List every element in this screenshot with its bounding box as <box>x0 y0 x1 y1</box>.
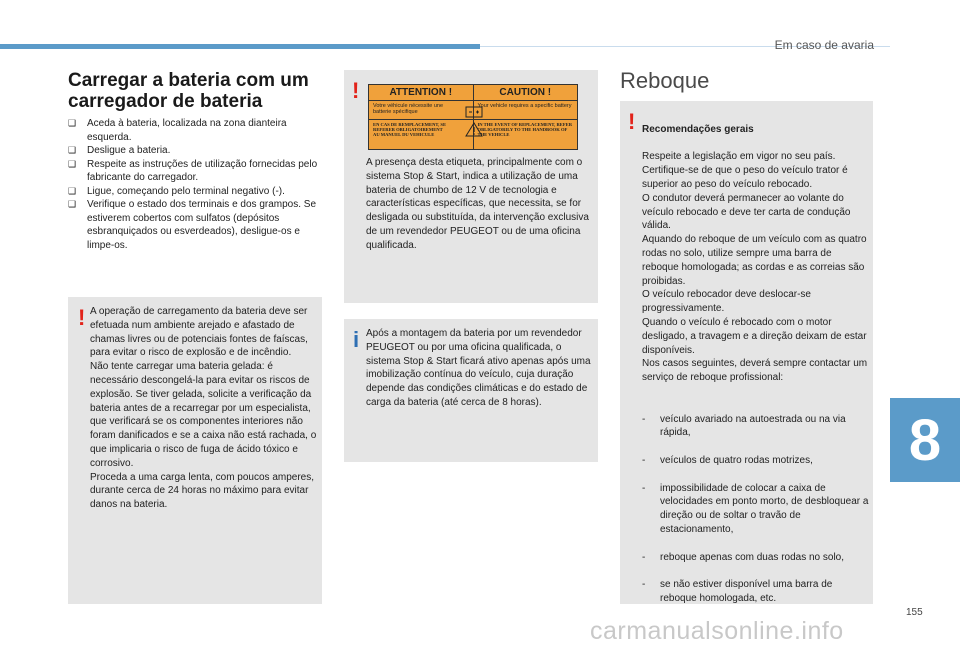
header-bar <box>0 44 480 49</box>
label-note-text: A presença desta etiqueta, principalmente com o sistema Stop & Start, indica a utilização de uma bateria de chumbo de 12 V de tecnologia e características específicas, que necessita, se for desligada ou substituída, da intervenção exclusiva de um revendedor PEUGEOT ou de uma oficina qualificada. <box>366 157 589 251</box>
sticker-warn-en: IN THE EVENT OF REPLACEMENT, REFER OBLIGATORILY TO THE HANDBOOK OF THE VEHICLE <box>474 119 578 139</box>
sticker-warn-fr: EN CAS DE REMPLACEMENT, SE REFERER OBLIGATOIREMENT AU MANUEL DU VEHICULE <box>369 119 473 139</box>
chapter-tab: 8 <box>890 398 960 482</box>
sticker-sub-fr: Votre véhicule nécessite une batterie spécifique <box>373 103 444 115</box>
checkbox-bullet-icon: ❑ <box>68 199 77 209</box>
list-item: ❑ Verifique o estado dos terminais e dos grampos. Se estiverem cobertos com sulfatos (depósitos esbranquiçados ou esverdeados), desligue-os e limpe-os. <box>68 199 317 251</box>
towing-title: Reboque <box>620 68 710 93</box>
list-item: ❑ Aceda à bateria, localizada na zona dianteira esquerda. <box>68 118 287 143</box>
battery-symbol-icon <box>463 105 485 139</box>
list-item: - veículo avariado na autoestrada ou na via rápida, <box>642 413 846 439</box>
sticker-sub-en: Your vehicle requires a specific battery <box>477 103 572 109</box>
watermark: carmanualsonline.info <box>590 617 844 645</box>
stop-start-info-text: Após a montagem da bateria por um revendedor PEUGEOT ou por uma oficina qualificada, o sistema Stop & Start ficará ativo apenas após uma imobilização contínua do veículo, cuja duração depende das condições climáticas e do estado de carga da bateria (até cerca de 8 horas). <box>366 328 591 408</box>
warning-exclamation-icon: ! <box>352 78 360 103</box>
list-item: - reboque apenas com duas rodas no solo, <box>642 551 845 563</box>
towing-cases-list <box>642 399 870 620</box>
checkbox-bullet-icon: ❑ <box>68 158 77 169</box>
charging-warning-box <box>68 297 322 604</box>
sticker-title-fr: ATTENTION ! <box>369 85 473 101</box>
towing-box-text: Respeite a legislação em vigor no seu país. Certifique-se de que o peso do veículo trator é superior ao peso do veículo rebocado. O condutor deverá permanecer ao volante do veículo rebocado e deve ter carta de condução válida. Aquando do reboque de um veículo com as quatro rodas no solo, utilize sempre uma barra de reboque homologada; as cordas e as correias são proibidas. O veículo rebocador deve deslocar-se progressivamente. Quando o veículo é rebocado com o motor desligado, a travagem e a direção deixam de estar disponíveis. Nos casos seguintes, deverá sempre contactar um serviço de reboque profissional: <box>642 151 868 384</box>
stop-start-info-box <box>344 319 598 462</box>
list-item: - veículos de quatro rodas motrizes, <box>642 454 813 466</box>
section-header: Em caso de avaria <box>774 38 874 52</box>
warning-exclamation-icon: ! <box>78 305 86 330</box>
info-icon: i <box>353 327 360 352</box>
page-number: 155 <box>906 607 923 618</box>
warning-exclamation-icon: ! <box>628 109 636 134</box>
list-item: ❑ Respeite as instruções de utilização fornecidas pelo fabricante do carregador. <box>68 158 318 183</box>
charging-warning-text: A operação de carregamento da bateria deve ser efetuada num ambiente arejado e afastado de chamas livres ou de potenciais fontes de faíscas, para evitar o risco de explosão e de incêndio. Não tente carregar uma bateria gelada: é necessário descongelá-la para evitar os riscos de explosão. Se tiver gelada, solicite a verificação da bateria antes de a recarregar por um especialista, que verificará se os componentes interiores não foram danificados e se a caixa não está rachada, o que implicaria o risco de fuga de ácido tóxico e corrosivo. Proceda a uma carga lenta, com poucos amperes, durante cerca de 24 horas no máximo para evitar danos na bateria. <box>90 306 317 511</box>
checkbox-bullet-icon: ❑ <box>68 145 77 155</box>
sticker-title-en: CAUTION ! <box>474 85 578 101</box>
battery-warning-sticker <box>368 84 578 150</box>
list-item: ❑ Ligue, começando pelo terminal negativo (-). <box>68 185 285 197</box>
towing-box-heading: Recomendações gerais <box>642 123 754 135</box>
list-item: ❑ Desligue a bateria. <box>68 145 171 156</box>
checkbox-bullet-icon: ❑ <box>68 185 77 196</box>
checkbox-bullet-icon: ❑ <box>68 118 77 128</box>
page-title: Carregar a bateria com um carregador de bateria <box>68 70 309 112</box>
towing-recommendations-box <box>620 101 873 604</box>
list-item: - se não estiver disponível uma barra de reboque homologada, etc. <box>642 579 833 604</box>
charging-steps <box>68 117 326 252</box>
list-item: - impossibilidade de colocar a caixa de velocidades em ponto morto, de desbloquear a direção ou de soltar o travão de estacionamento, <box>642 482 869 535</box>
